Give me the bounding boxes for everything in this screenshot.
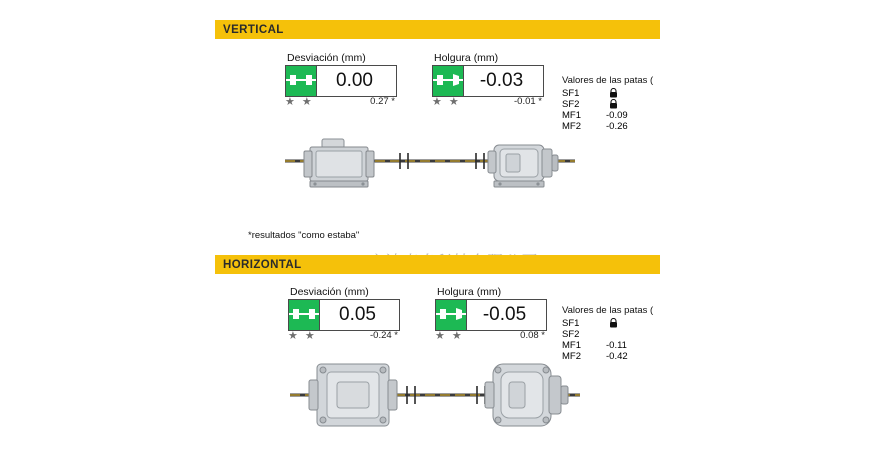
vertical-leg-name-sf1: SF1	[562, 88, 580, 99]
horizontal-deviation-stars: ★ ★	[288, 330, 317, 342]
coupling-angle-icon	[436, 300, 467, 330]
horizontal-deviation-box[interactable]	[288, 299, 400, 331]
vertical-gap-sub: -0.01 *	[514, 96, 542, 107]
vertical-leg-name-sf2: SF2	[562, 99, 580, 110]
horizontal-legs-title: Valores de las patas (	[562, 305, 654, 316]
vertical-deviation-box[interactable]	[285, 65, 397, 97]
vertical-note: *resultados "como estaba"	[248, 230, 360, 241]
horizontal-deviation-sub: -0.24 *	[370, 330, 398, 341]
vertical-gap-stars: ★ ★	[432, 96, 461, 108]
horizontal-leg-name-sf2: SF2	[562, 329, 580, 340]
lock-icon	[609, 318, 618, 328]
horizontal-deviation-value: 0.05	[339, 304, 376, 325]
horizontal-gap-stars: ★ ★	[435, 330, 464, 342]
vertical-leg-name-mf1: MF1	[562, 110, 581, 121]
vertical-machine-diagram	[280, 125, 580, 205]
horizontal-gap-box[interactable]	[435, 299, 547, 331]
vertical-section-label: VERTICAL	[223, 23, 284, 36]
vertical-gap-title: Holgura (mm)	[434, 52, 499, 64]
horizontal-leg-value-mf1: -0.11	[606, 340, 627, 351]
vertical-deviation-stars: ★ ★	[285, 96, 314, 108]
vertical-leg-value-mf1: -0.09	[606, 110, 628, 121]
horizontal-section-band	[215, 255, 660, 274]
vertical-deviation-title: Desviación (mm)	[287, 52, 366, 64]
coupling-angle-icon	[433, 66, 464, 96]
lock-icon	[609, 99, 618, 109]
horizontal-section-label: HORIZONTAL	[223, 258, 302, 271]
horizontal-leg-value-mf2: -0.42	[606, 351, 628, 362]
coupling-offset-icon	[289, 300, 320, 330]
vertical-legs-title: Valores de las patas (	[562, 75, 654, 86]
horizontal-leg-name-sf1: SF1	[562, 318, 580, 329]
horizontal-gap-sub: 0.08 *	[520, 330, 545, 341]
horizontal-machine-diagram	[285, 350, 585, 455]
vertical-gap-value: -0.03	[479, 70, 524, 91]
vertical-section-band	[215, 20, 660, 39]
vertical-leg-value-mf2: -0.26	[606, 121, 628, 132]
horizontal-deviation-title: Desviación (mm)	[290, 286, 369, 298]
coupling-offset-icon	[286, 66, 317, 96]
vertical-leg-name-mf2: MF2	[562, 121, 581, 132]
vertical-deviation-sub: 0.27 *	[370, 96, 395, 107]
vertical-gap-box[interactable]	[432, 65, 544, 97]
lock-icon	[609, 88, 618, 98]
horizontal-gap-value: -0.05	[482, 304, 527, 325]
horizontal-gap-title: Holgura (mm)	[437, 286, 502, 298]
horizontal-leg-name-mf1: MF1	[562, 340, 581, 351]
vertical-deviation-value: 0.00	[336, 70, 373, 91]
horizontal-leg-name-mf2: MF2	[562, 351, 581, 362]
